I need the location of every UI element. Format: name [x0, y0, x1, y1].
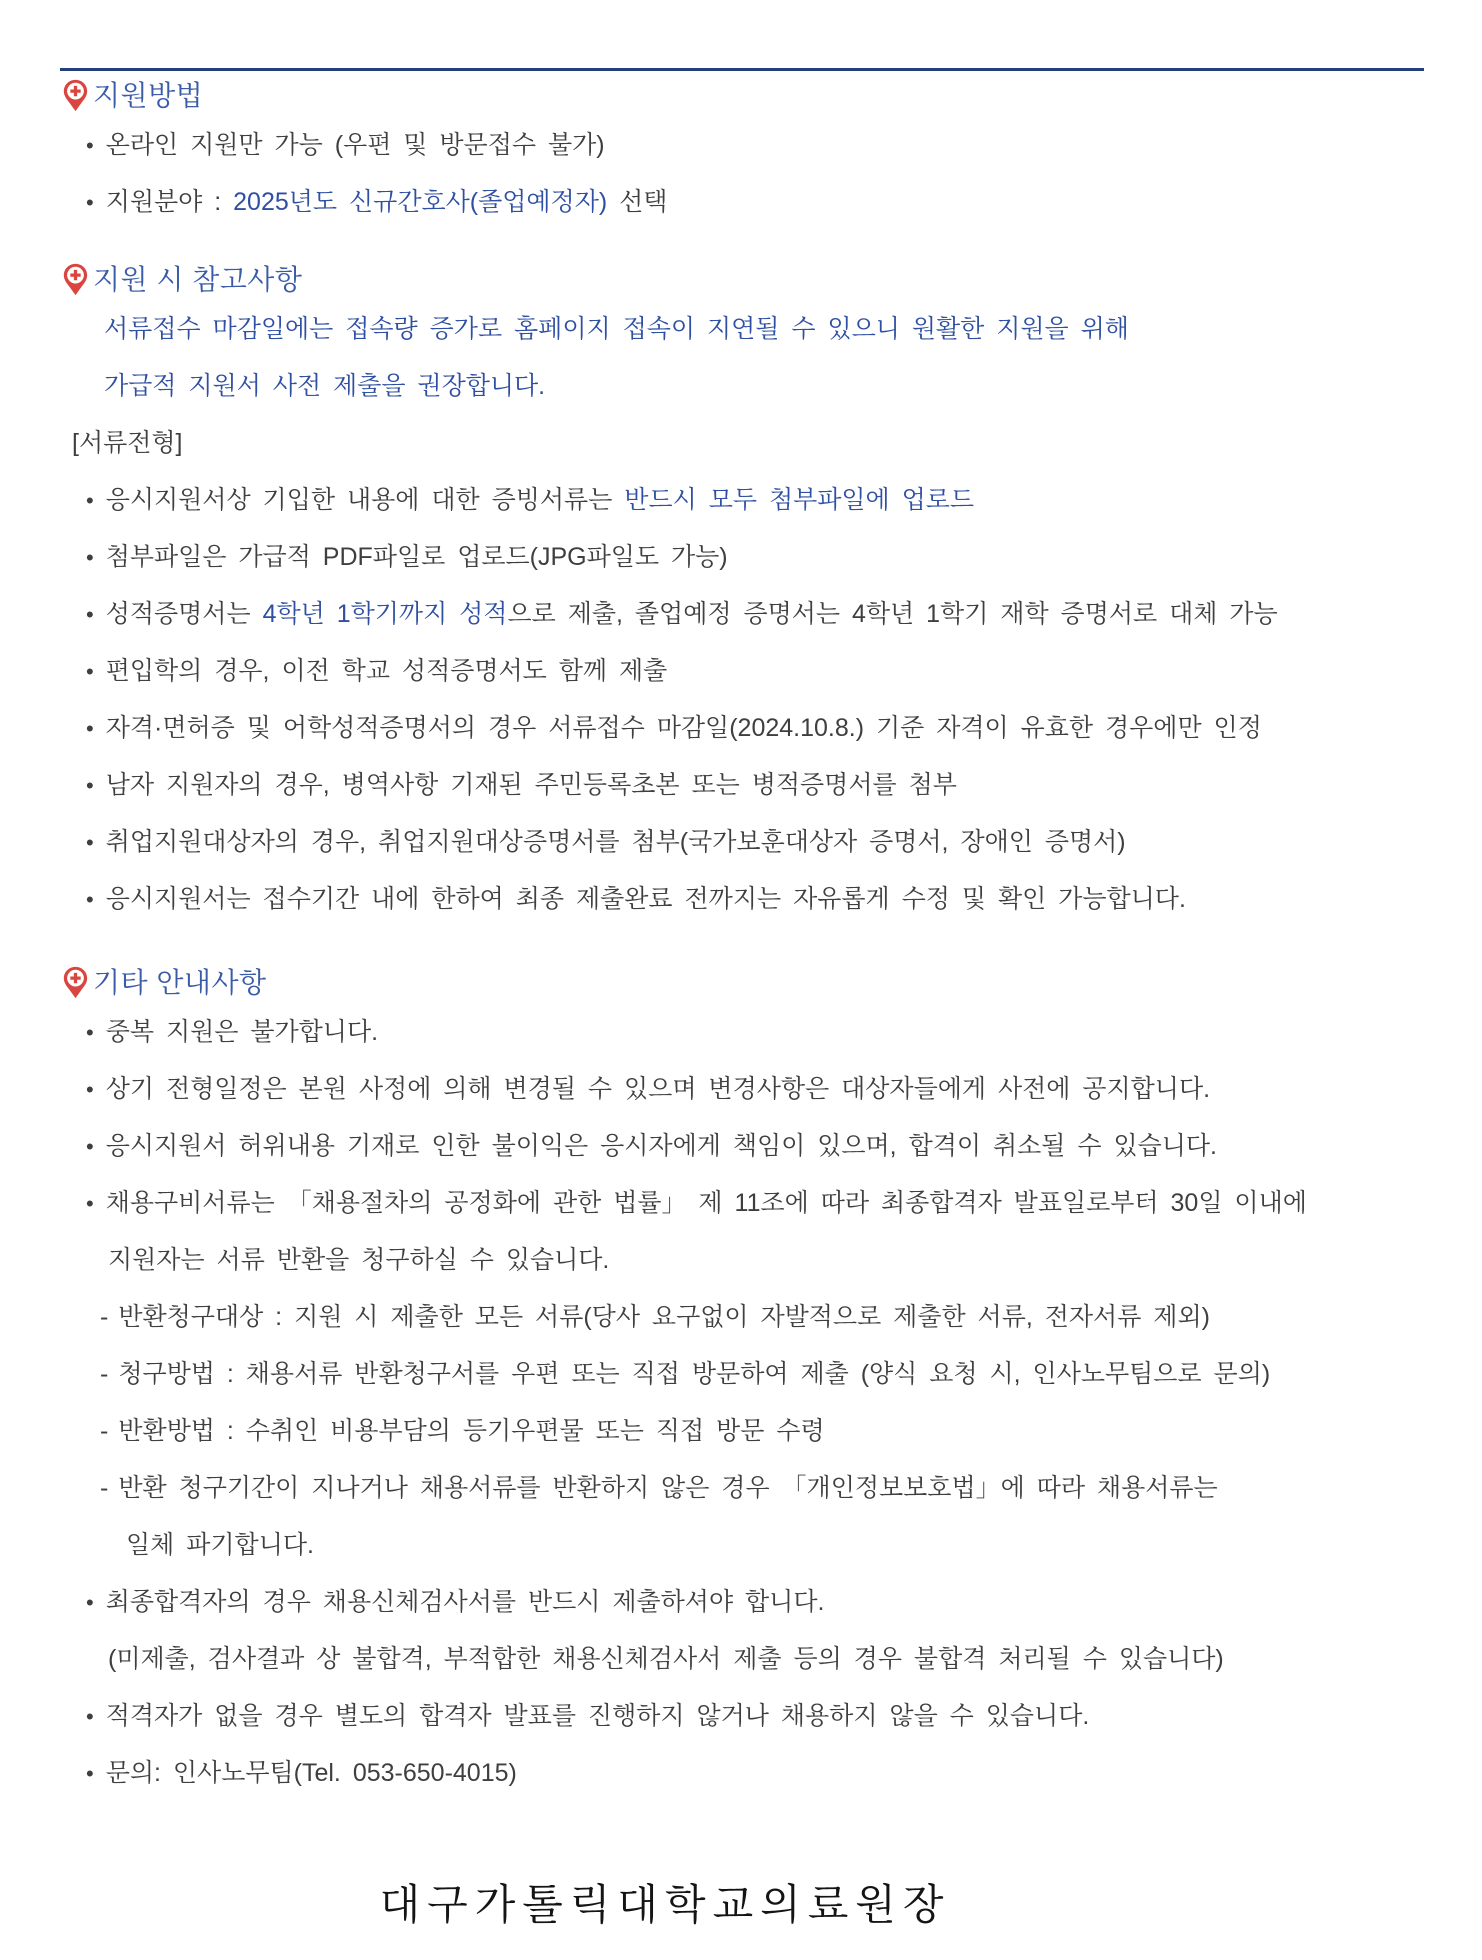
bullet-item — [60, 529, 1424, 586]
dash-marker: - — [100, 1474, 109, 1502]
bullet-item — [60, 174, 1424, 231]
section-heading — [60, 71, 1424, 117]
section-heading — [60, 255, 1424, 301]
text-segment: 일체 파기합니다. — [126, 1531, 314, 1559]
text-segment: 중복 지원은 불가합니다. — [105, 1018, 379, 1046]
dash-item — [60, 1289, 1424, 1346]
section-1 — [60, 71, 1424, 231]
map-pin-cross-icon — [60, 261, 90, 297]
text-segment: 반환 청구기간이 지나거나 채용서류를 반환하지 않은 경우 「개인정보보호법」에 따라 채용서류는 — [118, 1474, 1218, 1502]
dash-item — [60, 1403, 1424, 1460]
bullet-item — [60, 1004, 1424, 1061]
bullet-item — [60, 1574, 1424, 1631]
section-2 — [60, 255, 1424, 928]
text-line — [60, 358, 1424, 415]
signature-title: 대구가톨릭대학교의료원장 — [379, 1881, 951, 1928]
text-segment: 응시지원서상 기입한 내용에 대한 증빙서류는 — [105, 486, 625, 514]
text-segment: 선택 — [607, 188, 668, 216]
bullet-marker: • — [86, 1761, 94, 1786]
bullet-item — [60, 1061, 1424, 1118]
map-pin-cross-icon — [60, 77, 90, 113]
bullet-item — [60, 1688, 1424, 1745]
bullet-marker: • — [86, 716, 94, 741]
section-title: 지원 시 참고사항 — [93, 264, 303, 295]
bullet-item — [60, 757, 1424, 814]
text-segment: 남자 지원자의 경우, 병역사항 기재된 주민등록초본 또는 병적증명서를 첨부 — [105, 771, 957, 799]
dash-item — [60, 1346, 1424, 1403]
emphasis-text: 가급적 지원서 사전 제출을 권장합니다. — [104, 372, 546, 400]
bullet-item — [60, 643, 1424, 700]
bullet-marker: • — [86, 773, 94, 798]
section-3 — [60, 958, 1424, 1802]
bullet-marker: • — [86, 488, 94, 513]
bullet-marker: • — [86, 1704, 94, 1729]
text-segment: 첨부파일은 가급적 PDF파일로 업로드(JPG파일도 가능) — [105, 543, 728, 571]
text-segment: 으로 제출, 졸업예정 증명서는 4학년 1학기 재학 증명서로 대체 가능 — [507, 600, 1278, 628]
text-segment: 채용구비서류는 「채용절차의 공정화에 관한 법률」 제 11조에 따라 최종합격자 발표일로부터 30일 이내에 — [105, 1189, 1307, 1217]
section-title: 기타 안내사항 — [93, 967, 267, 998]
text-segment: 응시지원서는 접수기간 내에 한하여 최종 제출완료 전까지는 자유롭게 수정 및 확인 가능합니다. — [105, 885, 1186, 913]
text-segment: 청구방법 : 채용서류 반환청구서를 우편 또는 직접 방문하여 제출 (양식 요청 시, 인사노무팀으로 문의) — [118, 1360, 1271, 1388]
emphasis-text: 2025년도 신규간호사(졸업예정자) — [233, 188, 608, 216]
text-segment: 지원자는 서류 반환을 청구하실 수 있습니다. — [108, 1246, 610, 1274]
text-line — [60, 301, 1424, 358]
bullet-item — [60, 814, 1424, 871]
text-segment: (미제출, 검사결과 상 불합격, 부적합한 채용신체검사서 제출 등의 경우 불합격 처리될 수 있습니다) — [108, 1645, 1224, 1673]
section-title: 지원방법 — [93, 80, 204, 111]
emphasis-text: 반드시 모두 첨부파일에 업로드 — [624, 486, 975, 514]
text-segment: 온라인 지원만 가능 (우편 및 방문접수 불가) — [105, 131, 605, 159]
bullet-marker: • — [86, 545, 94, 570]
text-segment: 취업지원대상자의 경우, 취업지원대상증명서를 첨부(국가보훈대상자 증명서, 장애인 증명서) — [105, 828, 1126, 856]
subsection-label — [60, 415, 1424, 472]
map-pin-cross-icon — [60, 964, 90, 1000]
bullet-marker: • — [86, 830, 94, 855]
bullet-item — [60, 1745, 1424, 1802]
text-segment: 최종합격자의 경우 채용신체검사서를 반드시 제출하셔야 합니다. — [105, 1588, 825, 1616]
text-segment: 편입학의 경우, 이전 학교 성적증명서도 함께 제출 — [105, 657, 668, 685]
dash-marker: - — [100, 1303, 109, 1331]
text-segment: [서류전형] — [72, 429, 183, 457]
emphasis-text: 서류접수 마감일에는 접속량 증가로 홈페이지 접속이 지연될 수 있으니 원활한 지원을 위해 — [104, 315, 1129, 343]
section-heading — [60, 958, 1424, 1004]
dash-item — [60, 1460, 1424, 1517]
text-segment: 반환청구대상 : 지원 시 제출한 모든 서류(당사 요구없이 자발적으로 제출한 서류, 전자서류 제외) — [118, 1303, 1210, 1331]
bullet-item — [60, 1175, 1424, 1232]
text-line — [60, 1232, 1424, 1289]
text-segment: 자격·면허증 및 어학성적증명서의 경우 서류접수 마감일(2024.10.8.) 기준 자격이 유효한 경우에만 인정 — [105, 714, 1262, 742]
bullet-item — [60, 1118, 1424, 1175]
bullet-marker: • — [86, 887, 94, 912]
bullet-item — [60, 586, 1424, 643]
text-segment: 상기 전형일정은 본원 사정에 의해 변경될 수 있으며 변경사항은 대상자들에게 사전에 공지합니다. — [105, 1075, 1211, 1103]
bullet-marker: • — [86, 1191, 94, 1216]
emphasis-text: 4학년 1학기까지 성적 — [262, 600, 508, 628]
bullet-item — [60, 472, 1424, 529]
bullet-marker: • — [86, 1134, 94, 1159]
text-line — [60, 1517, 1424, 1574]
bullet-marker: • — [86, 1590, 94, 1615]
text-line — [60, 1631, 1424, 1688]
text-segment: 문의: 인사노무팀(Tel. 053-650-4015) — [105, 1759, 517, 1787]
bullet-item — [60, 700, 1424, 757]
dash-marker: - — [100, 1417, 109, 1445]
text-segment: 지원분야 : — [105, 188, 234, 216]
text-segment: 성적증명서는 — [105, 600, 263, 628]
text-segment: 반환방법 : 수취인 비용부담의 등기우편물 또는 직접 방문 수령 — [118, 1417, 825, 1445]
bullet-item — [60, 117, 1424, 174]
bullet-marker: • — [86, 602, 94, 627]
text-segment: 응시지원서 허위내용 기재로 인한 불이익은 응시자에게 책임이 있으며, 합격이 취소될 수 있습니다. — [105, 1132, 1218, 1160]
bullet-marker: • — [86, 659, 94, 684]
bullet-marker: • — [86, 190, 94, 215]
bullet-marker: • — [86, 1020, 94, 1045]
text-segment: 적격자가 없을 경우 별도의 합격자 발표를 진행하지 않거나 채용하지 않을 수 있습니다. — [105, 1702, 1090, 1730]
bullet-item — [60, 871, 1424, 928]
bullet-marker: • — [86, 1077, 94, 1102]
bullet-marker: • — [86, 133, 94, 158]
dash-marker: - — [100, 1360, 109, 1388]
document-body — [60, 71, 1424, 1802]
